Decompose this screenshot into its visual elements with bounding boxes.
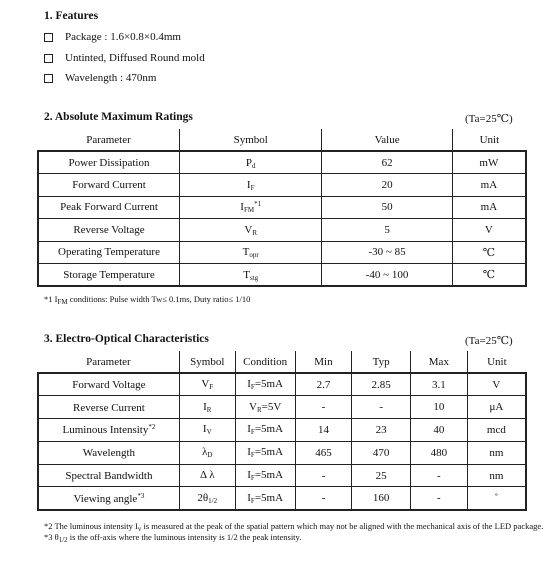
condition-text: I [247,469,251,482]
condition-sub: R [256,405,262,414]
symbol-cell [180,241,322,264]
parameter-cell [38,441,179,464]
condition-text: =5mA [254,469,284,482]
symbol-sub: d [252,161,256,170]
footnote-text: *3 θ [44,532,59,542]
symbol-cell [180,196,322,219]
min-cell: 14 [295,419,352,442]
column-header: Symbol [180,129,322,151]
condition-text: I [247,446,251,459]
condition-sub: F [250,383,255,392]
symbol-text: V [244,223,253,236]
symbol-text: T [242,246,250,259]
feature-item [44,31,181,43]
symbol-cell [179,419,235,442]
symbol-sub: F [250,183,255,192]
typ-cell: 25 [352,464,411,487]
condition-text: =5V [261,400,282,413]
parameter-cell: Operating Temperature [38,241,180,264]
parameter-cell: Storage Temperature [38,264,180,287]
checkbox-icon [44,33,53,42]
value-cell: -40 ~ 100 [322,264,452,287]
symbol-cell [180,151,322,174]
checkbox-icon [44,74,53,83]
condition-cell [235,441,295,464]
condition-text: I [247,378,251,391]
symbol-text: I [240,201,244,214]
value-cell: 62 [322,151,452,174]
parameter-sup: *2 [148,423,156,432]
min-cell: 2.7 [295,373,352,396]
condition-cell [235,396,295,419]
symbol-text: I [202,423,207,436]
value-cell: 50 [322,196,452,219]
symbol-cell [179,441,235,464]
footnote-text: *1 I [44,294,58,304]
max-cell: 3.1 [411,373,468,396]
parameter-text: Spectral Bandwidth [65,470,153,483]
condition-text: =5mA [254,423,284,436]
unit-cell: mA [452,196,526,219]
eo-heading: 3. Electro-Optical Characteristics [44,333,209,345]
parameter-cell: Peak Forward Current [38,196,180,219]
column-header: Typ [352,351,411,373]
condition-cell [235,419,295,442]
footnote-text: conditions: Pulse width Tw≤ 0.1ms, Duty ratio≤ 1/10 [67,294,251,304]
footnote-text: is the off-axis where the luminous intensity is 1/2 the peak intensity. [67,532,302,542]
table-row [38,487,526,510]
unit-cell: ˚ [467,487,526,510]
min-cell: - [295,487,352,510]
condition-sub: F [250,428,255,437]
symbol-text: T [243,268,250,281]
feature-item [44,72,156,84]
condition-text: =5mA [254,491,284,504]
typ-cell: 160 [352,487,411,510]
unit-cell: V [467,373,526,396]
table-row [38,174,526,197]
parameter-cell: Forward Current [38,174,180,197]
value-cell: -30 ~ 85 [322,241,452,264]
condition-text: I [247,491,251,504]
condition-text: =5mA [254,378,284,391]
symbol-cell [179,396,235,419]
condition-text: V [248,400,257,413]
min-cell: - [295,464,352,487]
condition-cell [235,464,295,487]
symbol-cell [180,264,322,287]
symbol-sub: opr [249,251,259,260]
features-heading: 1. Features [44,10,99,22]
table-row [38,241,526,264]
symbol-text: Δ λ [199,469,215,482]
checkbox-icon [44,54,53,63]
column-header: Min [295,351,352,373]
table-row [38,441,526,464]
unit-cell: μA [467,396,526,419]
condition-text: =5mA [254,446,284,459]
symbol-sup: *1 [254,200,262,209]
column-header: Max [411,351,468,373]
parameter-cell: Power Dissipation [38,151,180,174]
condition-sub: F [250,496,255,505]
abs-max-table [37,129,527,287]
column-header: Condition [235,351,295,373]
typ-cell: 23 [352,419,411,442]
feature-item [44,52,205,64]
column-header: Parameter [38,129,180,151]
symbol-sub: D [207,451,213,460]
footnote-text: is measured at the peak of the spatial pattern which may not be aligned with the mechanical axis of the LED package. [141,521,544,531]
footnote-sub: v [137,525,142,533]
max-cell: 40 [411,419,468,442]
symbol-cell [179,373,235,396]
table-row [38,396,526,419]
typ-cell: - [352,396,411,419]
unit-cell: mW [452,151,526,174]
table-row [38,151,526,174]
symbol-cell [179,464,235,487]
symbol-text: I [246,178,251,191]
footnote-sub: FM [57,298,68,306]
unit-cell: nm [467,441,526,464]
parameter-cell [38,464,179,487]
symbol-text: V [201,378,210,391]
eo-footnote-3 [44,532,301,544]
max-cell: 480 [411,441,468,464]
min-cell: - [295,396,352,419]
table-row [38,219,526,242]
symbol-sub: F [209,383,214,392]
symbol-sub: V [206,428,212,437]
parameter-text: Forward Voltage [72,379,146,392]
table-row [38,464,526,487]
value-cell: 20 [322,174,452,197]
parameter-text: Wavelength [82,447,136,460]
symbol-cell [179,487,235,510]
table-row [38,196,526,219]
symbol-sub: FM [243,206,255,215]
parameter-cell [38,373,179,396]
column-header: Value [322,129,452,151]
unit-cell: ℃ [452,241,526,264]
abs-max-heading: 2. Absolute Maximum Ratings [44,111,193,123]
feature-text: Package : 1.6×0.8×0.4mm [65,31,181,43]
parameter-text: Luminous Intensity [62,424,149,437]
parameter-cell: Reverse Voltage [38,219,180,242]
symbol-text: P [245,156,253,169]
eo-table [37,351,527,511]
parameter-cell [38,396,179,419]
feature-text: Wavelength : 470nm [65,72,157,84]
unit-cell: mA [452,174,526,197]
parameter-text: Reverse Current [73,401,145,414]
footnote-text: *2 The luminous intensity I [44,521,138,531]
condition-sub: F [250,474,255,483]
footnote-sub: 1/2 [58,536,68,544]
table-row [38,373,526,396]
symbol-sub: 1/2 [208,496,218,505]
symbol-text: λ [202,446,208,459]
symbol-text: I [203,400,207,413]
symbol-sub: R [206,405,212,414]
max-cell: - [411,487,468,510]
abs-max-condition: (Ta=25℃) [465,113,513,125]
condition-text: I [247,423,251,436]
unit-cell: V [452,219,526,242]
min-cell: 465 [295,441,352,464]
symbol-sub: stg [249,273,259,282]
feature-text: Untinted, Diffused Round mold [65,52,205,64]
unit-cell: nm [467,464,526,487]
max-cell: 10 [411,396,468,419]
symbol-cell [180,219,322,242]
condition-cell [235,373,295,396]
eo-condition: (Ta=25℃) [465,335,513,347]
typ-cell: 470 [352,441,411,464]
condition-cell [235,487,295,510]
value-cell: 5 [322,219,452,242]
unit-cell: ℃ [452,264,526,287]
unit-cell: mcd [467,419,526,442]
max-cell: - [411,464,468,487]
column-header: Unit [467,351,526,373]
column-header: Symbol [179,351,235,373]
symbol-text: 2θ [197,491,209,504]
abs-max-footnote [44,294,250,306]
symbol-sub: R [252,228,258,237]
column-header: Parameter [38,351,179,373]
typ-cell: 2.85 [352,373,411,396]
parameter-text: Viewing angle [73,492,138,505]
column-header: Unit [452,129,526,151]
table-row [38,419,526,442]
parameter-sup: *3 [137,491,145,500]
parameter-cell [38,487,179,510]
table-row [38,264,526,287]
parameter-cell [38,419,179,442]
condition-sub: F [250,451,255,460]
symbol-cell [180,174,322,197]
